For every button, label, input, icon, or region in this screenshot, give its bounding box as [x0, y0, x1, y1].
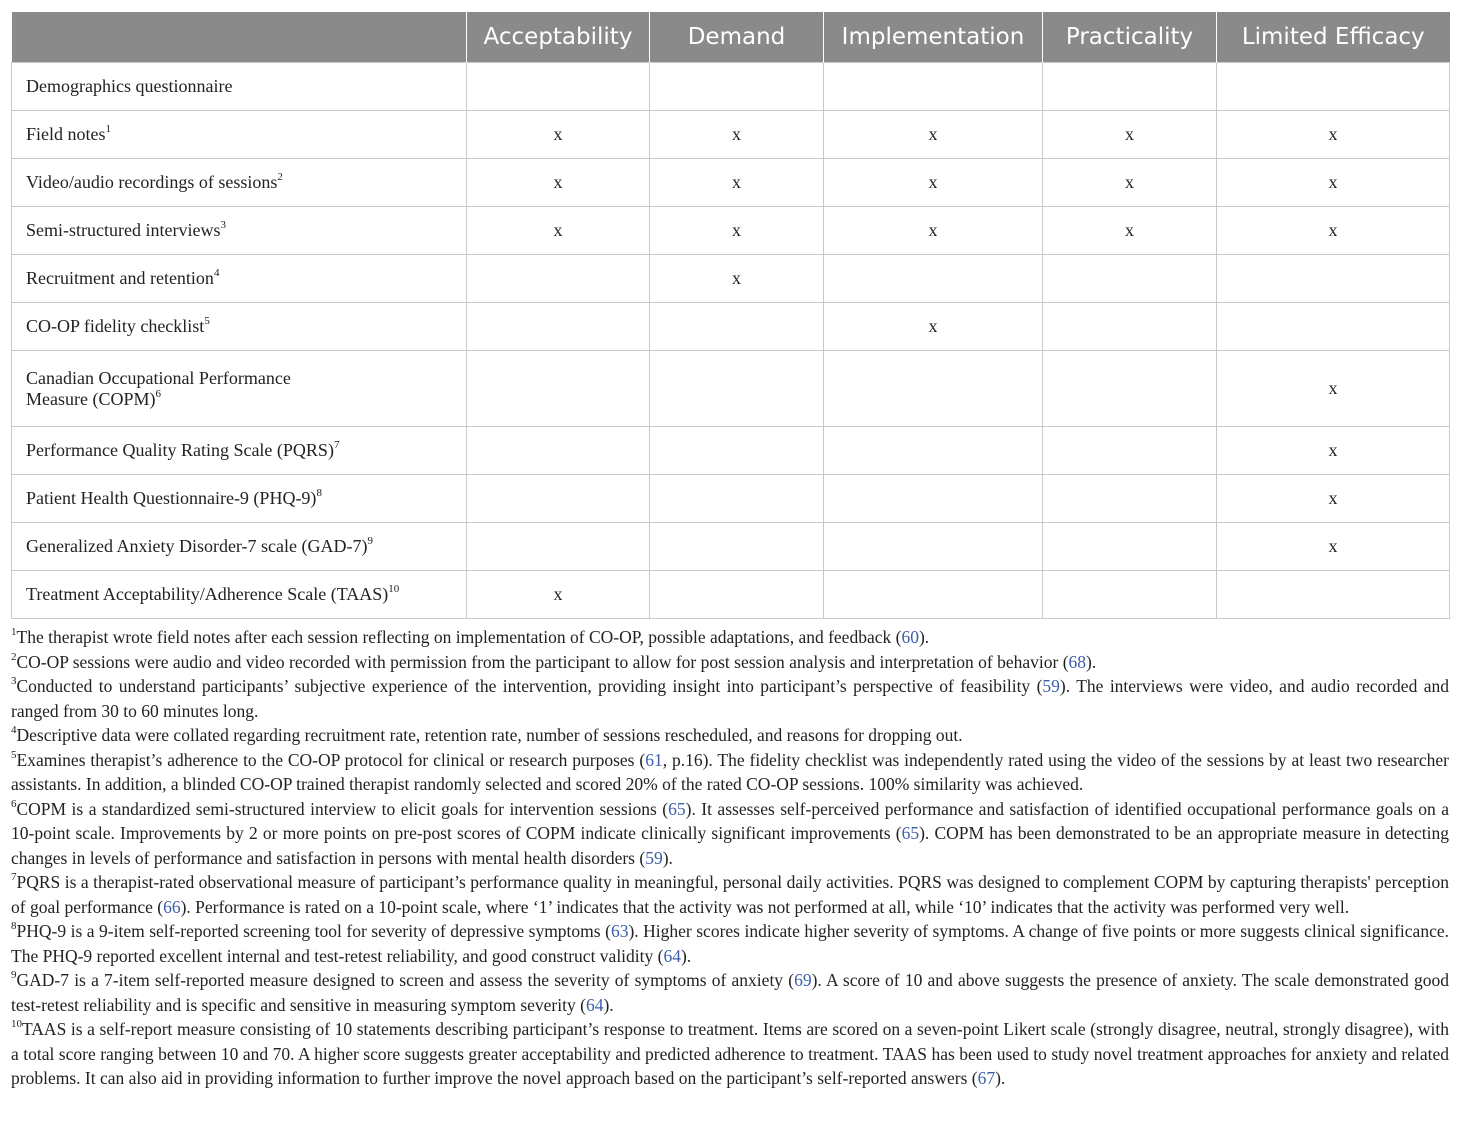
- cell-mark: [824, 523, 1043, 571]
- cell-mark: [1217, 303, 1450, 351]
- footnote-text: The therapist wrote field notes after each session reflecting on implementation of CO-OP, possible adaptations, and feedback (: [16, 627, 902, 647]
- footnote-marker: 9: [367, 535, 374, 547]
- cell-mark: x: [1217, 427, 1450, 475]
- citation-link[interactable]: 65: [901, 823, 920, 843]
- footnote-text: Examines therapist’s adherence to the CO-OP protocol for clinical or research purposes (: [16, 749, 646, 770]
- row-label-text: Video/audio recordings of sessions: [26, 172, 278, 192]
- row-label-text: Treatment Acceptability/Adherence Scale (TAAS): [26, 584, 389, 604]
- table-row: [12, 63, 1450, 111]
- cell-mark: [1043, 351, 1217, 427]
- footnote: [11, 748, 1449, 797]
- footnote-number: 6: [11, 797, 17, 810]
- cell-mark: x: [650, 159, 824, 207]
- citation-link[interactable]: 64: [663, 945, 681, 966]
- cell-mark: x: [824, 207, 1043, 255]
- footnote-number: 3: [11, 675, 17, 688]
- citation-link[interactable]: 59: [645, 847, 663, 868]
- footnote-text: ). It assesses self-perceived performance and satisfaction of identified occupational performance goals on a 10-point scale. Improvements by 2 or more points on pre-post scores of COPM indicate clinically significant improvements (: [11, 798, 1449, 843]
- cell-mark: [467, 255, 650, 303]
- footnote-marker: 6: [155, 387, 161, 400]
- footnote-marker: 2: [277, 171, 283, 183]
- row-label: [12, 207, 467, 255]
- cell-mark: x: [1043, 207, 1217, 255]
- footnote-text: Descriptive data were collated regarding recruitment rate, retention rate, number of sessions rescheduled, and reasons for dropping out.: [16, 725, 963, 745]
- row-label: [12, 255, 467, 303]
- cell-mark: [1043, 427, 1217, 475]
- cell-mark: [1043, 255, 1217, 303]
- footnote-text: ). Performance is rated on a 10-point scale, where ‘1’ indicates that the activity was not performed at all, while ‘10’ indicates that the activity was performed very well.: [180, 896, 1350, 917]
- table-row: [12, 207, 1450, 255]
- cell-mark: [1217, 571, 1450, 619]
- cell-mark: [467, 351, 650, 427]
- footnote: [11, 1017, 1449, 1091]
- cell-mark: [1043, 523, 1217, 571]
- footnote-marker: 3: [220, 219, 226, 231]
- footnote-marker: 8: [316, 487, 322, 499]
- footnote-text: ). The interviews were video, and audio recorded and ranged from 30 to 60 minutes long.: [11, 676, 1449, 721]
- cell-mark: [467, 475, 650, 523]
- table-row: [12, 159, 1450, 207]
- footnote-text: ).: [995, 1068, 1006, 1088]
- cell-mark: [824, 475, 1043, 523]
- cell-mark: x: [1217, 523, 1450, 571]
- header-implementation: Implementation: [824, 12, 1043, 63]
- citation-link[interactable]: 61: [645, 749, 663, 770]
- row-label-text: Recruitment and retention: [26, 268, 214, 288]
- cell-mark: x: [1217, 351, 1450, 427]
- table-row: [12, 351, 1450, 427]
- cell-mark: [1043, 571, 1217, 619]
- cell-mark: [650, 63, 824, 111]
- footnote-number: 2: [11, 650, 17, 663]
- cell-mark: x: [650, 111, 824, 159]
- footnote-text: , p.16). The fidelity checklist was independently rated using the video of the sessions by at least two researcher assistants. In addition, a blinded CO-OP trained therapist randomly selected and scored 20% of the rated CO-OP sessions. 100% similarity was achieved.: [11, 749, 1449, 794]
- cell-mark: x: [650, 255, 824, 303]
- citation-link[interactable]: 68: [1068, 651, 1087, 672]
- cell-mark: x: [650, 207, 824, 255]
- footnote-number: 5: [11, 748, 17, 761]
- cell-mark: [824, 427, 1043, 475]
- citation-link[interactable]: 63: [610, 921, 629, 941]
- row-label: [12, 427, 467, 475]
- footnote-number: 4: [11, 724, 17, 737]
- footnote: [11, 723, 1449, 748]
- footnote-marker: 10: [388, 583, 400, 595]
- row-label-text: Canadian Occupational Performance: [26, 367, 291, 388]
- footnote-marker: 5: [204, 315, 210, 327]
- cell-mark: [824, 351, 1043, 427]
- cell-mark: [467, 427, 650, 475]
- footnote: [11, 870, 1449, 919]
- footnote-text: GAD-7 is a 7-item self-reported measure designed to screen and assess the severity of symptoms of anxiety (: [16, 970, 795, 990]
- citation-link[interactable]: 65: [668, 798, 686, 819]
- row-label: [12, 63, 467, 111]
- footnote: [11, 674, 1449, 723]
- cell-mark: x: [824, 303, 1043, 351]
- footnote-text: Conducted to understand participants’ subjective experience of the intervention, providing insight into participant’s perspective of feasibility (: [16, 676, 1043, 696]
- cell-mark: x: [824, 111, 1043, 159]
- row-label: [12, 571, 467, 619]
- cell-mark: x: [1217, 207, 1450, 255]
- cell-mark: x: [1217, 111, 1450, 159]
- footnote-number: 8: [11, 920, 17, 933]
- cell-mark: [824, 63, 1043, 111]
- footnote: [11, 919, 1449, 968]
- row-label-text: Semi-structured interviews: [26, 220, 221, 240]
- footnote-text: PHQ-9 is a 9-item self-reported screening tool for severity of depressive symptoms (: [16, 921, 611, 941]
- cell-mark: [650, 427, 824, 475]
- footnote-number: 1: [11, 626, 17, 639]
- header-acceptability: Acceptability: [467, 12, 650, 63]
- cell-mark: [1217, 255, 1450, 303]
- cell-mark: x: [467, 111, 650, 159]
- citation-link[interactable]: 66: [163, 896, 181, 917]
- cell-mark: [1043, 63, 1217, 111]
- cell-mark: [467, 63, 650, 111]
- row-label: [12, 111, 467, 159]
- row-label: [12, 351, 467, 427]
- cell-mark: x: [467, 571, 650, 619]
- citation-link[interactable]: 64: [585, 994, 604, 1015]
- row-label: [12, 303, 467, 351]
- footnote-text: ).: [680, 945, 692, 966]
- row-label-text: Performance Quality Rating Scale (PQRS): [26, 440, 334, 460]
- cell-mark: [650, 351, 824, 427]
- citation-link[interactable]: 59: [1042, 676, 1060, 696]
- citation-link[interactable]: 60: [901, 627, 919, 647]
- footnote-text: ).: [603, 994, 614, 1015]
- header-corner: [12, 12, 467, 63]
- cell-mark: [650, 475, 824, 523]
- footnote: [11, 650, 1449, 675]
- row-label-text: Demographics questionnaire: [26, 76, 233, 96]
- row-label-text: Generalized Anxiety Disorder-7 scale (GAD-7): [26, 536, 368, 556]
- cell-mark: [650, 523, 824, 571]
- footnote-marker: 1: [105, 123, 111, 135]
- cell-mark: x: [1217, 159, 1450, 207]
- feasibility-measures-table: [11, 12, 1450, 619]
- citation-link[interactable]: 67: [977, 1068, 996, 1088]
- footnote-text: PQRS is a therapist-rated observational measure of participant’s performance quality in meaningful, personal daily activities. PQRS was designed to complement COPM by capturing therapists' perception of goal performance (: [11, 872, 1449, 917]
- citation-link[interactable]: 69: [794, 970, 812, 990]
- footnote-text: ).: [918, 627, 930, 647]
- header-practicality: Practicality: [1043, 12, 1217, 63]
- row-label-text: CO-OP fidelity checklist: [26, 316, 205, 336]
- footnote-text: ). A score of 10 and above suggests the presence of anxiety. The scale demonstrated good test-retest reliability and is specific and sensitive in measuring symptom severity (: [11, 970, 1450, 1015]
- footnote-marker: 7: [333, 439, 340, 451]
- footnote-number: 10: [11, 1018, 22, 1031]
- footnote-marker: 4: [213, 267, 220, 279]
- footnote-text: CO-OP sessions were audio and video recorded with permission from the participant to allow for post session analysis and interpretation of behavior (: [16, 651, 1069, 672]
- footnote-number: 7: [11, 871, 17, 884]
- footnote-number: 9: [11, 969, 17, 982]
- footnote-text: ).: [662, 847, 673, 868]
- footnote: [11, 625, 1449, 650]
- table-body: [12, 63, 1450, 619]
- cell-mark: [467, 523, 650, 571]
- cell-mark: [1043, 475, 1217, 523]
- cell-mark: x: [824, 159, 1043, 207]
- table-row: [12, 571, 1450, 619]
- cell-mark: [824, 255, 1043, 303]
- row-label: [12, 159, 467, 207]
- cell-mark: x: [1043, 111, 1217, 159]
- feasibility-table-figure: [11, 12, 1449, 1091]
- cell-mark: [1043, 303, 1217, 351]
- cell-mark: [1217, 63, 1450, 111]
- footnote: [11, 797, 1449, 871]
- cell-mark: [650, 303, 824, 351]
- header-limited-efficacy: Limited Efficacy: [1217, 12, 1450, 63]
- row-label-text: Patient Health Questionnaire-9 (PHQ-9): [26, 488, 317, 508]
- footnote-text: ). COPM has been demonstrated to be an appropriate measure in detecting changes in levels of performance and satisfaction in persons with mental health disorders (: [11, 823, 1449, 868]
- table-row: [12, 255, 1450, 303]
- cell-mark: [467, 303, 650, 351]
- footnote-text: ).: [1086, 651, 1097, 672]
- table-row: [12, 303, 1450, 351]
- table-row: [12, 523, 1450, 571]
- cell-mark: x: [467, 159, 650, 207]
- table-row: [12, 427, 1450, 475]
- cell-mark: x: [1217, 475, 1450, 523]
- table-row: [12, 475, 1450, 523]
- table-footnotes: [11, 625, 1449, 1091]
- row-label-text: Field notes: [26, 124, 106, 144]
- header-demand: Demand: [650, 12, 824, 63]
- footnote: [11, 968, 1449, 1017]
- row-label: [12, 523, 467, 571]
- cell-mark: x: [467, 207, 650, 255]
- table-row: [12, 111, 1450, 159]
- cell-mark: [650, 571, 824, 619]
- footnote-text: ). Higher scores indicate higher severity of symptoms. A change of five points or more suggests clinical significance. The PHQ-9 reported excellent internal and test-retest reliability, and good construct validity (: [11, 921, 1449, 966]
- row-label: [12, 475, 467, 523]
- cell-mark: [824, 571, 1043, 619]
- table-header-row: [12, 12, 1450, 63]
- footnote-text: TAAS is a self-report measure consisting of 10 statements describing participant’s response to treatment. Items are scored on a seven-point Likert scale (strongly disagree, neutral, strongly disagree), with a total score ranging between 10 and 70. A higher score suggests greater acceptability and predicted adherence to treatment. TAAS has been used to study novel treatment approaches for anxiety and related problems. It can also aid in providing information to further improve the novel approach based on the participant’s self-reported answers (: [11, 1019, 1449, 1088]
- cell-mark: x: [1043, 159, 1217, 207]
- footnote-text: COPM is a standardized semi-structured interview to elicit goals for intervention sessions (: [16, 798, 669, 819]
- row-label-text-line2: Measure (COPM): [26, 388, 156, 409]
